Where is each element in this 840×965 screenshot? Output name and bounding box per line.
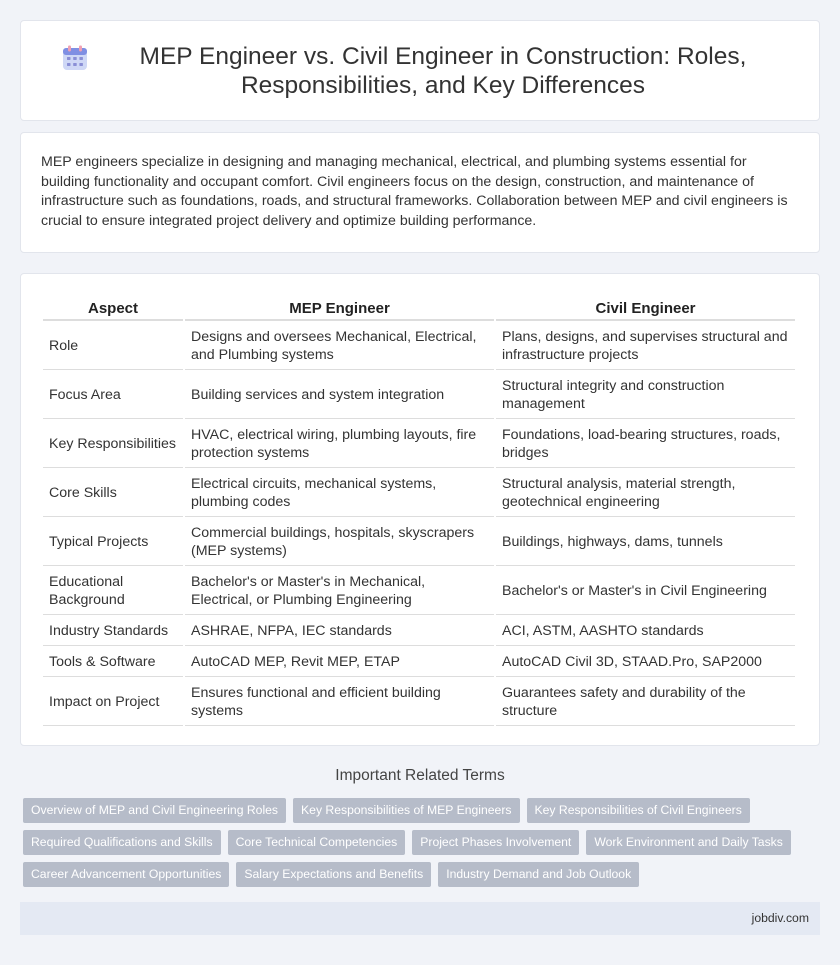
- table-header-row: [43, 298, 795, 321]
- row-civil-value: AutoCAD Civil 3D, STAAD.Pro, SAP2000: [496, 648, 795, 677]
- row-mep-value: Building services and system integration: [185, 372, 494, 419]
- table-row: [43, 568, 795, 615]
- row-mep-value: Commercial buildings, hospitals, skyscrapers (MEP systems): [185, 519, 494, 566]
- row-civil-value: Structural integrity and construction management: [496, 372, 795, 419]
- related-term-tag[interactable]: Work Environment and Daily Tasks: [586, 830, 791, 855]
- title-card: [20, 20, 820, 121]
- row-aspect: Role: [43, 323, 183, 370]
- row-mep-value: HVAC, electrical wiring, plumbing layouts, fire protection systems: [185, 421, 494, 468]
- row-civil-value: Foundations, load-bearing structures, roads, bridges: [496, 421, 795, 468]
- footer-site-link[interactable]: jobdiv.com: [751, 911, 809, 925]
- row-civil-value: Plans, designs, and supervises structural and infrastructure projects: [496, 323, 795, 370]
- row-mep-value: Electrical circuits, mechanical systems, plumbing codes: [185, 470, 494, 517]
- related-term-tag[interactable]: Industry Demand and Job Outlook: [438, 862, 639, 887]
- table-row: [43, 617, 795, 646]
- table-row: [43, 519, 795, 566]
- comparison-card: [20, 273, 820, 746]
- row-civil-value: Guarantees safety and durability of the structure: [496, 679, 795, 726]
- header-aspect: Aspect: [43, 298, 183, 321]
- related-term-tag[interactable]: Salary Expectations and Benefits: [236, 862, 431, 887]
- related-term-tag[interactable]: Key Responsibilities of MEP Engineers: [293, 798, 519, 823]
- row-civil-value: Buildings, highways, dams, tunnels: [496, 519, 795, 566]
- intro-card: [20, 132, 820, 253]
- row-mep-value: Designs and oversees Mechanical, Electrical, and Plumbing systems: [185, 323, 494, 370]
- row-aspect: Impact on Project: [43, 679, 183, 726]
- footer: [20, 902, 820, 935]
- related-term-tag[interactable]: Project Phases Involvement: [412, 830, 579, 855]
- intro-paragraph: MEP engineers specialize in designing and managing mechanical, electrical, and plumbing systems essential for building functionality and occupant comfort. Civil engineers focus on the design, construction, and maintenance of infrastructure such as foundations, roads, and structural frameworks. Collaboration between MEP and civil engineers is crucial to ensure integrated project delivery and optimize building performance.: [41, 154, 788, 229]
- header-civil-engineer: Civil Engineer: [496, 298, 795, 321]
- row-aspect: Key Responsibilities: [43, 421, 183, 468]
- related-term-tag[interactable]: Core Technical Competencies: [228, 830, 406, 855]
- row-aspect: Tools & Software: [43, 648, 183, 677]
- related-term-tag[interactable]: Career Advancement Opportunities: [23, 862, 229, 887]
- table-row: [43, 421, 795, 468]
- row-civil-value: Bachelor's or Master's in Civil Engineering: [496, 568, 795, 615]
- row-mep-value: AutoCAD MEP, Revit MEP, ETAP: [185, 648, 494, 677]
- row-aspect: Industry Standards: [43, 617, 183, 646]
- table-row: [43, 323, 795, 370]
- row-aspect: Typical Projects: [43, 519, 183, 566]
- related-term-tag[interactable]: Key Responsibilities of Civil Engineers: [527, 798, 750, 823]
- related-terms-list: [23, 798, 823, 894]
- related-terms-title: Important Related Terms: [335, 767, 505, 784]
- page-title: MEP Engineer vs. Civil Engineer in Construction: Roles, Responsibilities, and Key Differences: [139, 42, 747, 99]
- comparison-table: [41, 296, 797, 728]
- row-aspect: Focus Area: [43, 372, 183, 419]
- table-row: [43, 648, 795, 677]
- related-term-tag[interactable]: Overview of MEP and Civil Engineering Roles: [23, 798, 286, 823]
- row-mep-value: ASHRAE, NFPA, IEC standards: [185, 617, 494, 646]
- row-aspect: Educational Background: [43, 568, 183, 615]
- row-civil-value: ACI, ASTM, AASHTO standards: [496, 617, 795, 646]
- row-mep-value: Bachelor's or Master's in Mechanical, Electrical, or Plumbing Engineering: [185, 568, 494, 615]
- row-aspect: Core Skills: [43, 470, 183, 517]
- table-row: [43, 372, 795, 419]
- related-term-tag[interactable]: Required Qualifications and Skills: [23, 830, 221, 855]
- row-civil-value: Structural analysis, material strength, geotechnical engineering: [496, 470, 795, 517]
- table-row: [43, 679, 795, 726]
- table-row: [43, 470, 795, 517]
- calendar-icon: [61, 44, 89, 72]
- header-mep-engineer: MEP Engineer: [185, 298, 494, 321]
- row-mep-value: Ensures functional and efficient building systems: [185, 679, 494, 726]
